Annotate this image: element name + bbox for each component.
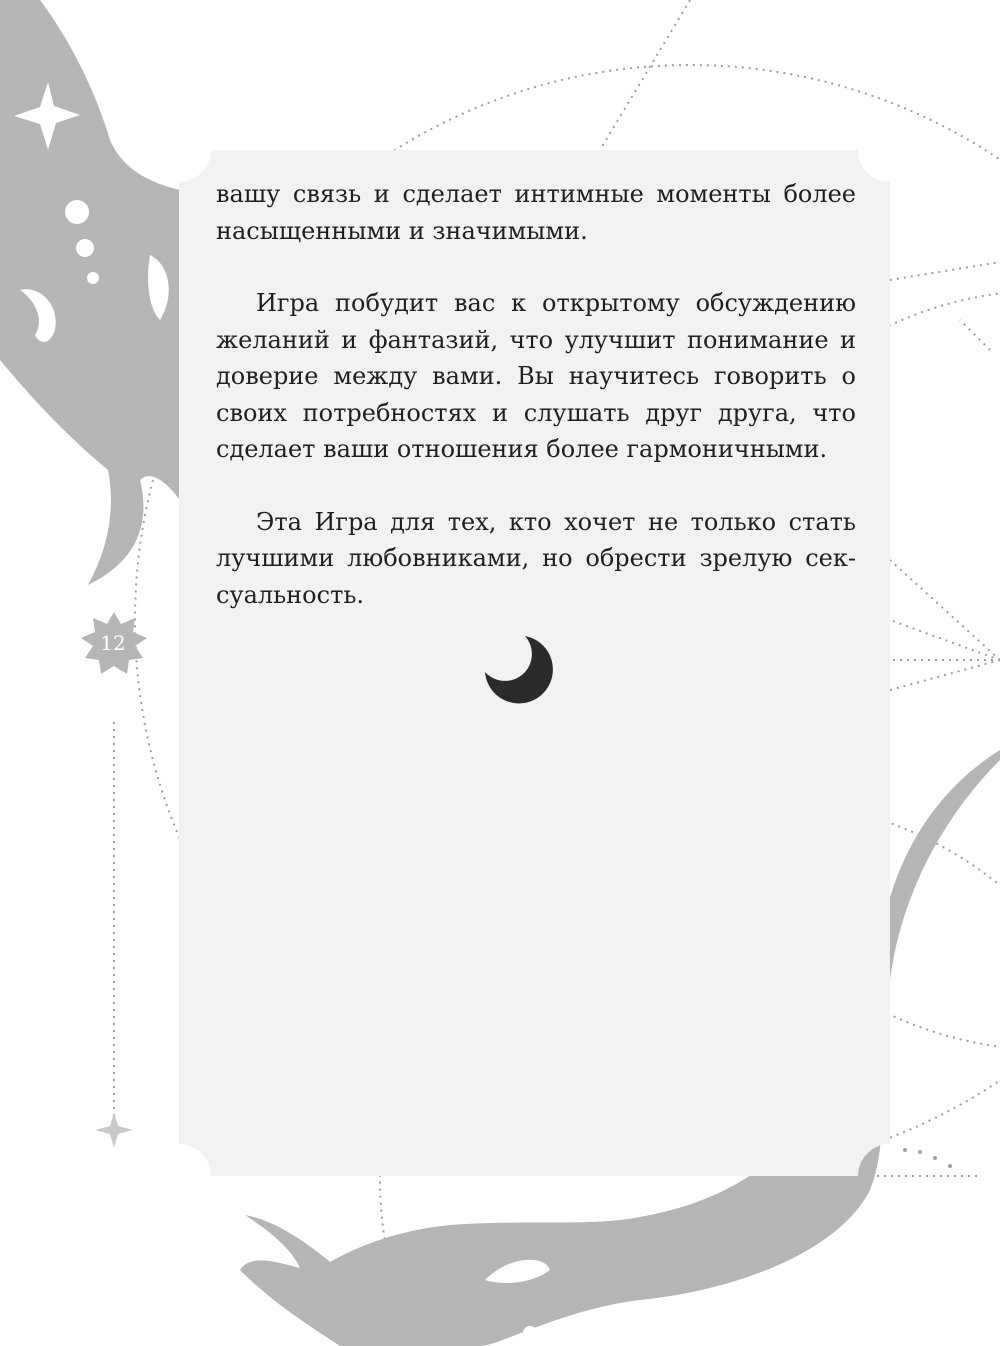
body-text: [216, 176, 856, 649]
small-star-icon: [95, 1112, 133, 1148]
page-number: 12: [100, 631, 126, 655]
burst-star-icon: [908, 938, 973, 1004]
text-panel: [179, 150, 890, 1176]
bottom-star-icon: [670, 1306, 720, 1346]
paragraph-3: Эта Игра для тех, кто хочет не только стать лучшими любовниками, но обрести зрелую сексуальность.: [216, 507, 856, 609]
crescent-moon-icon: [485, 636, 555, 706]
paragraph-1: вашу связь и сделает интимные моменты более насыщенными и значимыми.: [216, 180, 856, 245]
paragraph-2: Игра побудит вас к открытому обсуждению желаний и фантазий, что улучшит понимание и доверие между вами. Вы научитесь говорить о своих потребностях и слушать друг друга, что сделает ваши отношения более гармоничными.: [216, 289, 856, 463]
